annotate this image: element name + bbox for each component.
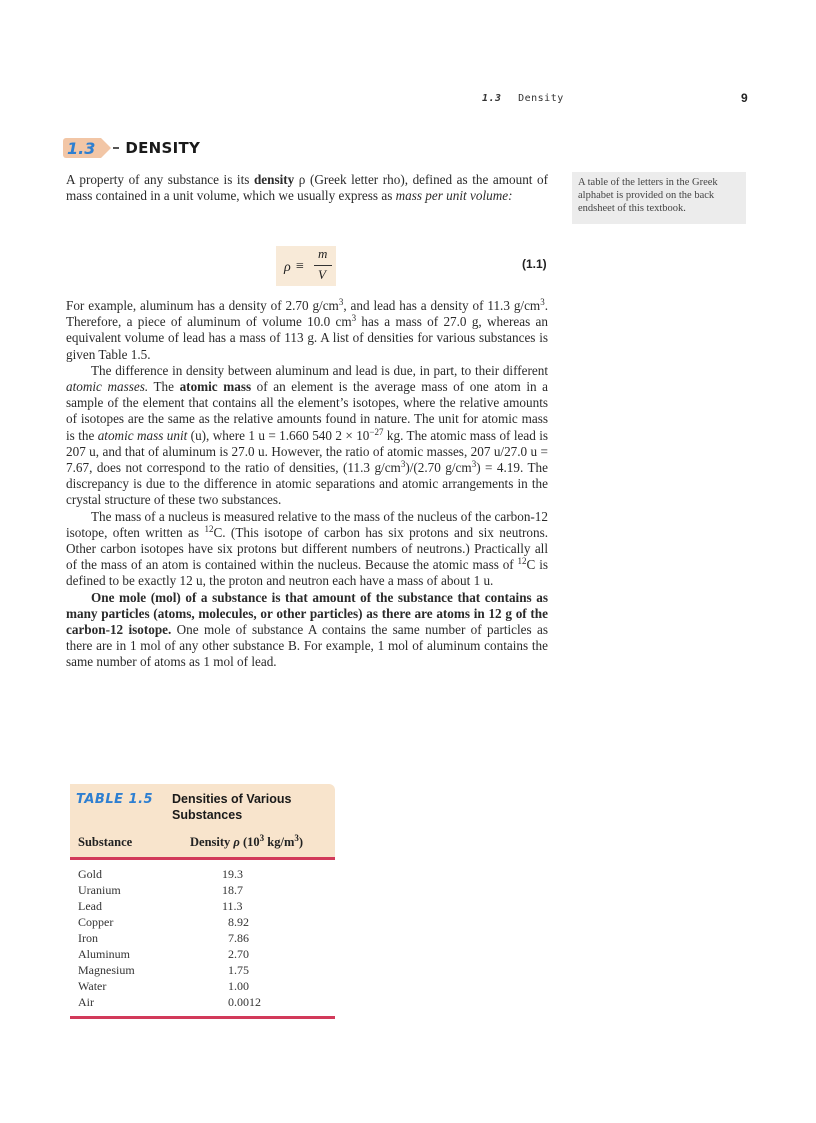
p2-sup-d: −27: [369, 426, 384, 437]
p1-text-d: has a mass of 27.0 g, whereas an equivalent volume of lead has a mass of 113 g. A list of densities for various substances is given Table 1.5.: [66, 314, 548, 362]
p1-sup-b: 3: [540, 297, 545, 307]
table-row: [70, 946, 335, 962]
table-row: [70, 994, 335, 1010]
table-column-headers: [70, 828, 335, 857]
row-density: 1.75: [228, 963, 249, 977]
table-row: [70, 866, 335, 882]
p3-text-b: C. (This isotope of carbon has six protons and six neutrons. Other carbon isotopes have six protons but different numbers of neutrons.) Practically all of the mass of an atom is contained within the nucleus. Because the atomic mass of: [66, 524, 548, 573]
row-substance: Uranium: [78, 883, 121, 897]
p2-text-b: The: [148, 379, 180, 395]
equation-lhs: ρ: [284, 260, 291, 275]
page-number: 9: [741, 91, 748, 105]
equation-denominator: V: [318, 267, 326, 282]
paragraph-2: [66, 363, 548, 509]
p1-text-a: For example, aluminum has a density of 2.70 g/cm: [66, 298, 339, 313]
equation-defined-as: ≡: [296, 259, 304, 274]
p2-text-c: of an element is the average mass of one atom in a sample of the element that contains all the element’s isotopes, where the relative amounts of isotopes are the same as the relative amounts found in nature. The unit for atomic mass is the: [66, 379, 549, 443]
p2-italic-a: atomic masses.: [66, 379, 149, 395]
section-heading: [63, 137, 200, 159]
density-header-sup1: 3: [259, 833, 265, 843]
density-header-rho: ρ: [233, 835, 240, 849]
row-density: 19.3: [222, 867, 243, 881]
section-badge: [63, 137, 119, 159]
row-substance: Gold: [78, 867, 102, 881]
table-row: [70, 962, 335, 978]
column-header-density: [190, 835, 303, 850]
section-badge-dash: [113, 147, 119, 149]
row-density: 11.3: [222, 899, 243, 913]
p2-text-g: ) = 4.19. The discrepancy is due to the difference in atomic separations and atomic arrangements in the crystal structure of these two substances.: [66, 460, 549, 508]
p2-sup-f: 3: [471, 459, 477, 470]
table-row: [70, 930, 335, 946]
table-row: [70, 898, 335, 914]
row-substance: Aluminum: [78, 947, 131, 961]
row-substance: Magnesium: [78, 963, 135, 977]
intro-text-2: ρ (Greek letter rho), defined as the amount of mass contained in a unit volume, which we usually express as: [66, 172, 548, 204]
intro-text-1: A property of any substance is its: [66, 172, 254, 187]
mole-definition: One mole (mol) of a substance is that amount of the substance that contains as many particles (atoms, molecules, or other particles) as there are atoms in 12 g of the carbon-12 isotope.: [66, 589, 548, 638]
table-label: TABLE 1.5: [76, 792, 154, 807]
table-header: [70, 784, 335, 828]
table-bottom-rule: [70, 1016, 335, 1019]
main-text: [66, 298, 548, 671]
column-header-substance: Substance: [78, 835, 133, 849]
paragraph-4: [66, 590, 548, 671]
row-substance: Lead: [78, 899, 102, 913]
p2-text-e: kg. The atomic mass of lead is 207 u, and that of aluminum is 27.0 u. However, the ratio of atomic masses, 207 u/27.0 u = 7.67, does not correspond to the ratio of densities, (11.3 g/cm: [66, 427, 548, 476]
p2-text-d: (u), where 1 u = 1.660 540 2 × 10: [187, 427, 370, 443]
term-atomic-mass: atomic mass: [179, 379, 252, 395]
p1-sup-a: 3: [338, 297, 344, 307]
running-head: [482, 93, 564, 104]
table-row: [70, 914, 335, 930]
term-density: density: [253, 172, 295, 187]
paragraph-1: [66, 298, 548, 363]
intro-paragraph: [66, 172, 548, 204]
equation-fraction-bar: [314, 265, 332, 266]
p2-text-a: The difference in density between aluminum and lead is due, in part, to their different: [91, 362, 548, 378]
p1-sup-c: 3: [351, 313, 357, 324]
running-head-section-number: 1.3: [482, 93, 502, 104]
row-density: 8.92: [228, 915, 249, 929]
row-density: 0.0012: [228, 995, 261, 1009]
p2-italic-c: atomic mass unit: [97, 427, 188, 443]
equation-1-1: [276, 246, 336, 286]
table-body: [70, 860, 335, 1016]
density-header-d: ): [298, 835, 304, 849]
section-badge-number: 1.3: [63, 138, 101, 158]
p3-sup-b: 12: [517, 556, 527, 567]
intro-text-3: mass per unit volume:: [395, 188, 513, 204]
equation-label: (1.1): [522, 257, 547, 271]
density-header-c: kg/m: [264, 835, 295, 849]
section-title: DENSITY: [125, 139, 201, 157]
row-density: 18.7: [222, 883, 243, 897]
p3-sup-a: 12: [204, 523, 214, 534]
p3-text-a: The mass of a nucleus is measured relative to the mass of the nucleus of the carbon-12 isotope, often written as: [66, 508, 548, 540]
row-substance: Copper: [78, 915, 114, 929]
p1-text-c: . Therefore, a piece of aluminum of volume 10.0 cm: [66, 298, 548, 330]
density-header-sup2: 3: [294, 833, 299, 843]
row-substance: Iron: [78, 931, 98, 945]
p3-text-c: C is defined to be exactly 12 u, the proton and neutron each have a mass of about 1 u.: [66, 557, 548, 589]
section-badge-arrow: [101, 138, 111, 158]
row-density: 1.00: [228, 979, 249, 993]
p4-text-rest: One mole of substance A contains the same number of particles as there are in 1 mol of any other substance B. For example, 1 mol of aluminum contains the same number of atoms as 1 mol of lead.: [66, 622, 548, 670]
table-caption: Densities of Various Substances: [172, 792, 292, 822]
margin-note: A table of the letters in the Greek alphabet is provided on the back endsheet of this textbook.: [572, 172, 746, 224]
density-table: [70, 784, 335, 1019]
density-header-b: (10: [239, 835, 260, 849]
p2-sup-e: 3: [400, 459, 406, 470]
table-row: [70, 978, 335, 994]
p1-text-b: , and lead has a density of 11.3 g/cm: [343, 298, 541, 313]
equation-numerator: m: [318, 246, 328, 261]
table-row: [70, 882, 335, 898]
row-substance: Air: [78, 995, 94, 1009]
density-header-a: Density: [190, 835, 234, 849]
running-head-section-name: Density: [518, 93, 564, 104]
row-substance: Water: [78, 979, 107, 993]
row-density: 7.86: [228, 931, 249, 945]
p2-text-f: )/(2.70 g/cm: [405, 460, 472, 476]
row-density: 2.70: [228, 947, 249, 961]
paragraph-3: [66, 509, 548, 590]
